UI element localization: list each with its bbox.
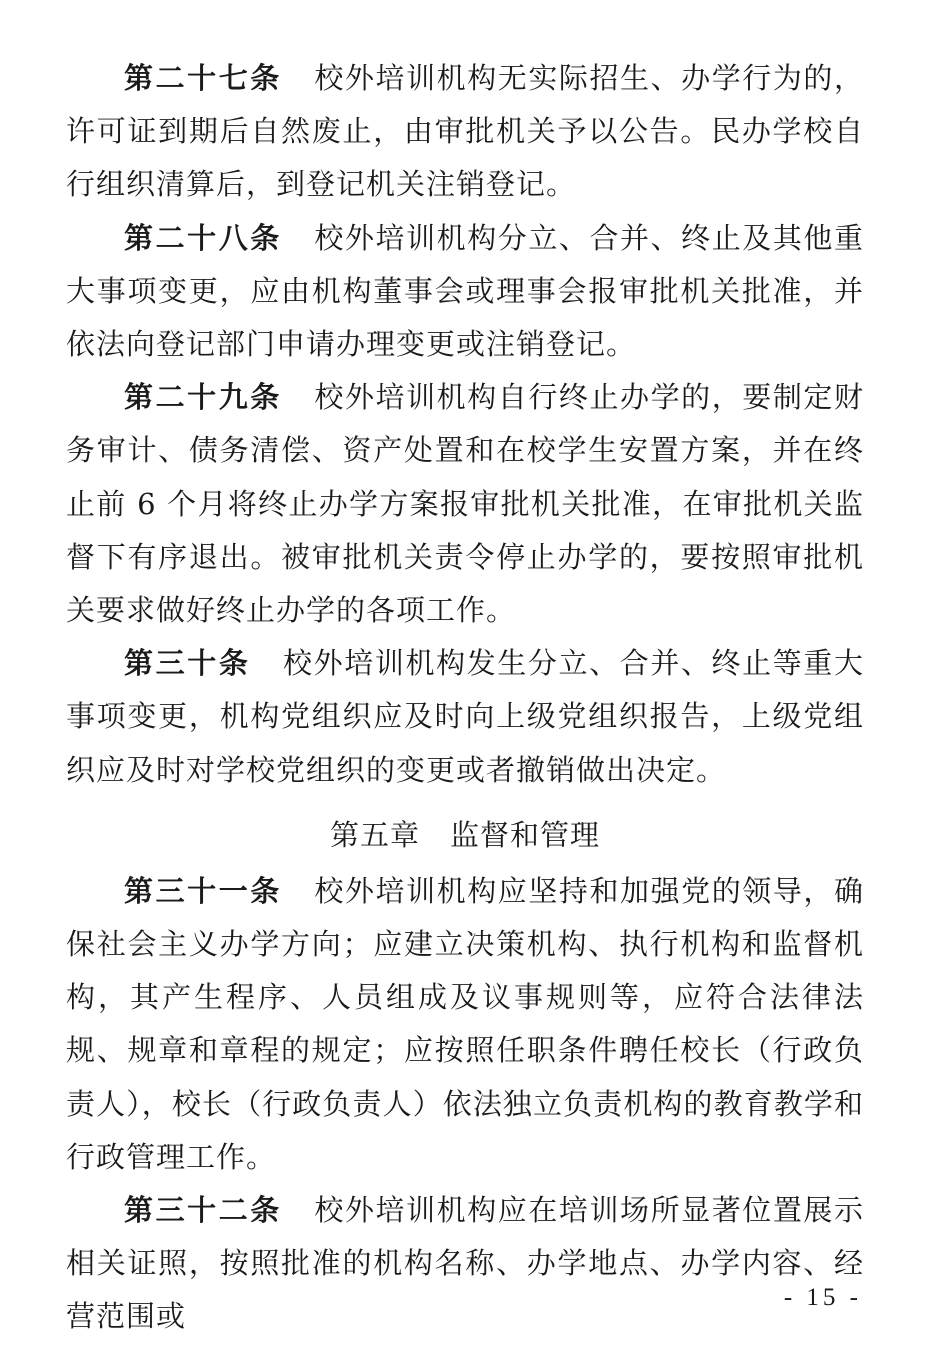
article-text: 校外培训机构自行终止办学的，要制定财务审计、债务清偿、资产处置和在校学生安置方案，并在终止前 6 个月将终止办学方案报审批机关批准，在审批机关监督下有序退出。被审批机关责令停止办学的，要按照审批机关要求做好终止办学的各项工作。 bbox=[66, 380, 864, 628]
article-27 bbox=[66, 52, 864, 212]
article-number: 第三十条 bbox=[124, 646, 251, 681]
page-number: - 15 - bbox=[783, 1284, 862, 1311]
article-text: 校外培训机构无实际招生、办学行为的，许可证到期后自然废止，由审批机关予以公告。民办学校自行组织清算后，到登记机关注销登记。 bbox=[66, 61, 864, 202]
article-number: 第三十二条 bbox=[124, 1193, 282, 1228]
chapter-number: 第五章 bbox=[329, 817, 420, 852]
article-number: 第三十一条 bbox=[124, 873, 282, 908]
article-number: 第二十七条 bbox=[124, 61, 282, 95]
document-body bbox=[66, 52, 864, 1344]
article-32 bbox=[66, 1184, 864, 1344]
article-text: 校外培训机构分立、合并、终止及其他重大事项变更，应由机构董事会或理事会报审批机关批准，并依法向登记部门申请办理变更或注销登记。 bbox=[66, 220, 864, 362]
article-31 bbox=[66, 865, 864, 1184]
article-text: 校外培训机构应坚持和加强党的领导，确保社会主义办学方向；应建立决策机构、执行机构和监督机构，其产生程序、人员组成及议事规则等，应符合法律法规、规章和章程的规定；应按照任职条件聘任校长（行政负责人），校长（行政负责人）依法独立负责机构的教育教学和行政管理工作。 bbox=[66, 873, 864, 1174]
article-text: 校外培训机构应在培训场所显著位置展示相关证照，按照批准的机构名称、办学地点、办学内容、经营范围或 bbox=[66, 1193, 864, 1334]
article-28 bbox=[66, 212, 864, 372]
article-30 bbox=[66, 637, 864, 797]
chapter-heading bbox=[66, 809, 864, 861]
chapter-title: 监督和管理 bbox=[450, 817, 601, 852]
article-number: 第二十八条 bbox=[124, 220, 282, 255]
article-29 bbox=[66, 371, 864, 637]
article-text: 校外培训机构发生分立、合并、终止等重大事项变更，机构党组织应及时向上级党组织报告，上级党组织应及时对学校党组织的变更或者撤销做出决定。 bbox=[66, 646, 864, 787]
article-number: 第二十九条 bbox=[124, 380, 282, 415]
